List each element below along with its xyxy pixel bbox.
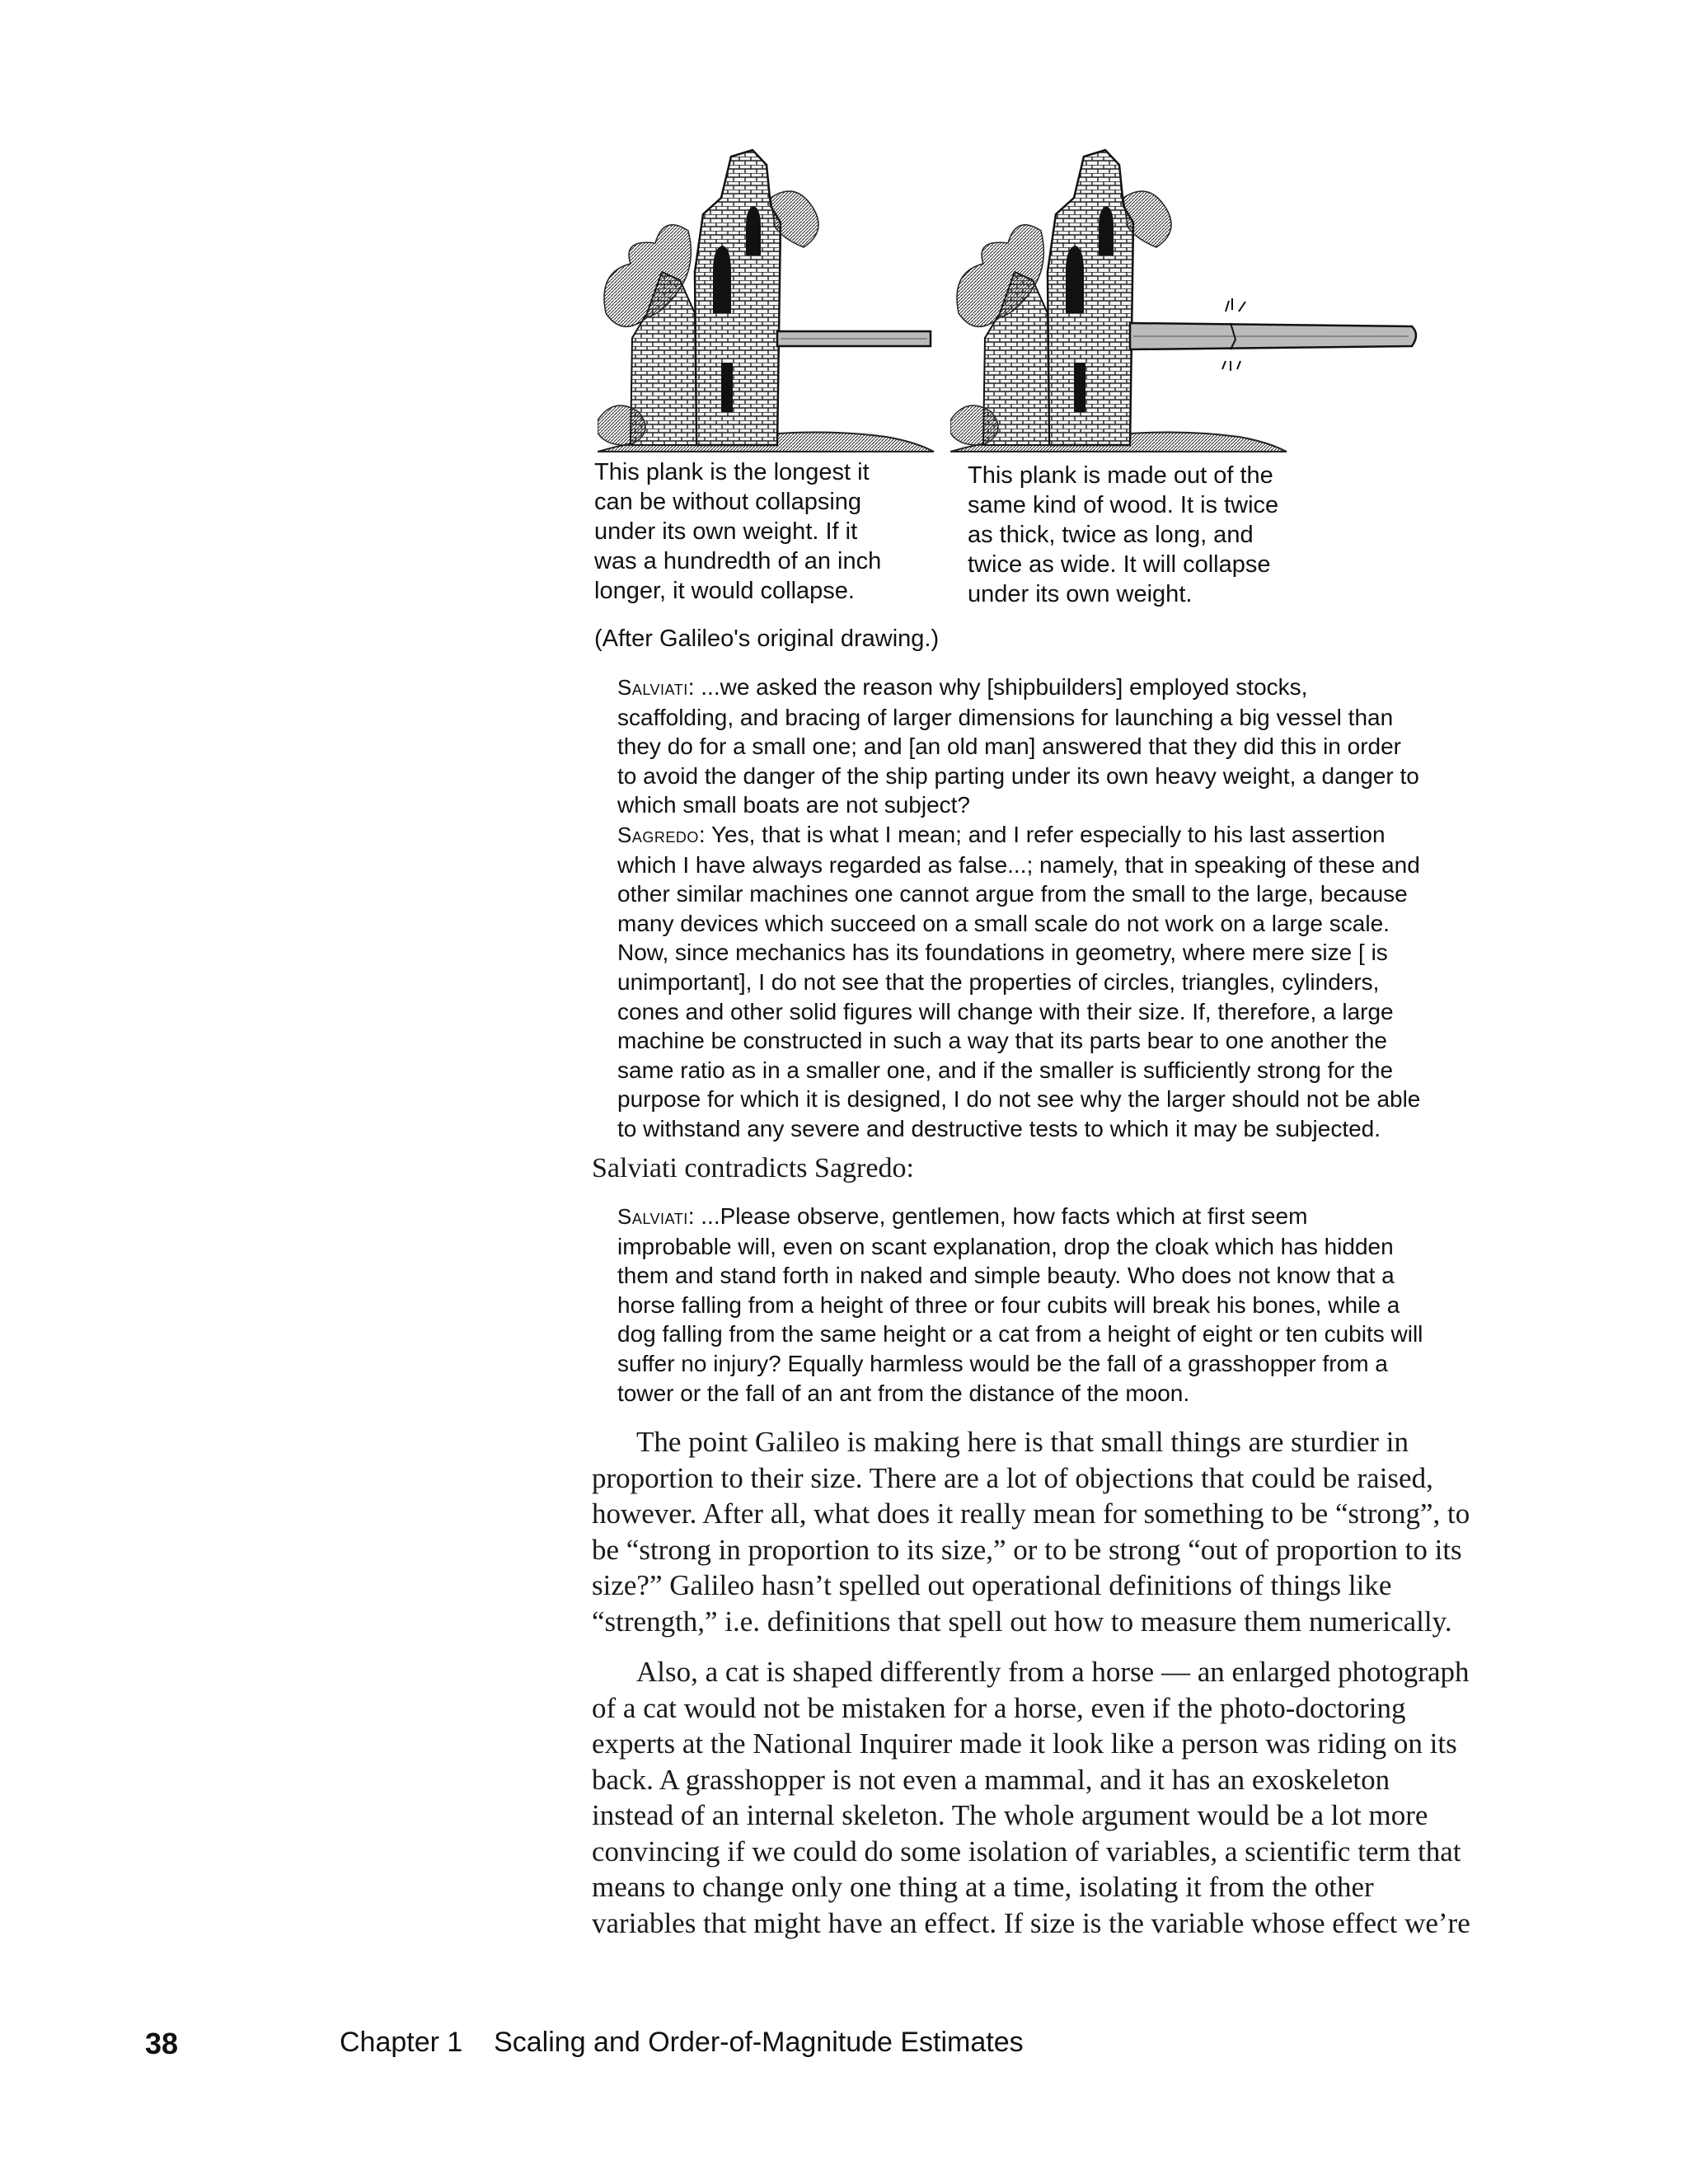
quote-line: they do for a small one; and [an old man] answered that they did this in order	[617, 733, 1402, 760]
paragraph-line: back. A grasshopper is not even a mammal, and it has an exoskeleton	[592, 1763, 1390, 1796]
quote-line: unimportant], I do not see that the properties of circles, triangles, cylinders,	[617, 968, 1380, 995]
tower-short-plank-illustration	[598, 148, 935, 457]
paragraph-text: Also, a cat is shaped differently from a horse — an enlarged photograph	[636, 1656, 1470, 1688]
speaker-label: Salviati	[617, 1204, 688, 1229]
paragraph-line: convincing if we could do some isolation of variables, a scientific term that	[592, 1835, 1461, 1868]
quote-line: Salviati: ...we asked the reason why [shipbuilders] employed stocks,	[617, 674, 1308, 700]
tower-long-plank-illustration	[950, 148, 1420, 457]
quote-line: which small boats are not subject?	[617, 792, 970, 818]
quote-line: purpose for which it is designed, I do not see why the larger should not be able	[617, 1086, 1421, 1113]
figure-credit: (After Galileo's original drawing.)	[594, 626, 940, 652]
caption-line: longer, it would collapse.	[594, 578, 855, 604]
quote-line: Sagredo: Yes, that is what I mean; and I refer especially to his last assertion	[617, 821, 1386, 847]
chapter-title: Chapter 1 Scaling and Order-of-Magnitude Estimates	[340, 2027, 1024, 2058]
quote-line: horse falling from a height of three or four cubits will break his bones, while a	[617, 1291, 1400, 1318]
paragraph-line: variables that might have an effect. If size is the variable whose effect we’re	[592, 1906, 1470, 1939]
quote-line: to withstand any severe and destructive tests to which it may be subjected.	[617, 1115, 1381, 1141]
quote-line: improbable will, even on scant explanation, drop the cloak which has hidden	[617, 1233, 1394, 1259]
page-number: 38	[145, 2027, 179, 2060]
quote-line: tower or the fall of an ant from the distance of the moon.	[617, 1380, 1190, 1406]
quote-line: dog falling from the same height or a cat from a height of eight or ten cubits will	[617, 1321, 1423, 1347]
quote-line: suffer no injury? Equally harmless would be the fall of a grasshopper from a	[617, 1350, 1388, 1376]
caption-line: twice as wide. It will collapse	[968, 551, 1271, 578]
quote-line: which I have always regarded as false...; namely, that in speaking of these and	[617, 851, 1420, 878]
paragraph-text: The point Galileo is making here is that small things are sturdier in	[636, 1426, 1409, 1458]
quote-line: to avoid the danger of the ship parting under its own heavy weight, a danger to	[617, 762, 1419, 789]
paragraph-line	[592, 1654, 1490, 1690]
quote-line: machine be constructed in such a way that its parts bear to one another the	[617, 1028, 1387, 1054]
paragraph-line	[592, 1424, 1490, 1460]
speaker-label: Salviati	[617, 675, 688, 700]
quote-line: same ratio as in a smaller one, and if the smaller is sufficiently strong for the	[617, 1057, 1394, 1083]
quote-line: Now, since mechanics has its foundations in geometry, where mere size [ is	[617, 940, 1388, 966]
paragraph-line: means to change only one thing at a time, isolating it from the other	[592, 1871, 1374, 1903]
paragraph-line: “strength,” i.e. definitions that spell out how to measure them numerically.	[592, 1605, 1452, 1638]
caption-line: as thick, twice as long, and	[968, 522, 1254, 548]
caption-right	[968, 461, 1314, 609]
paragraph-line: proportion to their size. There are a lot of objections that could be raised,	[592, 1461, 1433, 1494]
caption-line: same kind of wood. It is twice	[968, 492, 1279, 518]
caption-line: This plank is made out of the	[968, 462, 1273, 489]
paragraph-line: of a cat would not be mistaken for a horse, even if the photo-doctoring	[592, 1691, 1406, 1724]
transition-text: Salviati contradicts Sagredo:	[592, 1153, 914, 1183]
caption-line: under its own weight.	[968, 581, 1193, 607]
speaker-label: Sagredo	[617, 822, 699, 847]
quote-line: other similar machines one cannot argue from the small to the large, because	[617, 881, 1408, 907]
quote-text: Yes, that is what I mean; and I refer especially to his last assertion	[710, 821, 1386, 847]
quote-text: ...Please observe, gentlemen, how facts which at first seem	[701, 1203, 1308, 1229]
caption-line: under its own weight. If it	[594, 518, 858, 545]
quote-line: cones and other solid figures will change with their size. If, therefore, a large	[617, 998, 1394, 1024]
body-paragraph-2	[592, 1654, 1490, 1941]
paragraph-line: instead of an internal skeleton. The whole argument would be a lot more	[592, 1799, 1428, 1831]
paragraph-line: experts at the National Inquirer made it look like a person was riding on its	[592, 1727, 1457, 1760]
caption-left	[594, 457, 924, 606]
paragraph-line: however. After all, what does it really mean for something to be “strong”, to	[592, 1497, 1470, 1530]
quote-line: scaffolding, and bracing of larger dimensions for launching a big vessel than	[617, 704, 1394, 730]
paragraph-line: size?” Galileo hasn’t spelled out operational definitions of things like	[592, 1569, 1392, 1601]
quote-salviati-sagredo	[617, 673, 1475, 1144]
quote-line: Salviati: ...Please observe, gentlemen, how facts which at first seem	[617, 1203, 1308, 1229]
quote-line: many devices which succeed on a small scale do not work on a large scale.	[617, 910, 1390, 936]
quote-line: them and stand forth in naked and simple beauty. Who does not know that a	[617, 1263, 1395, 1289]
paragraph-line: be “strong in proportion to its size,” or to be strong “out of proportion to its	[592, 1533, 1462, 1566]
quote-text: ...we asked the reason why [shipbuilders] employed stocks,	[701, 674, 1308, 700]
caption-line: was a hundredth of an inch	[594, 548, 882, 574]
body-paragraph-1	[592, 1424, 1490, 1639]
quote-salviati	[617, 1202, 1475, 1408]
caption-line: This plank is the longest it	[594, 459, 870, 485]
caption-line: can be without collapsing	[594, 489, 862, 515]
